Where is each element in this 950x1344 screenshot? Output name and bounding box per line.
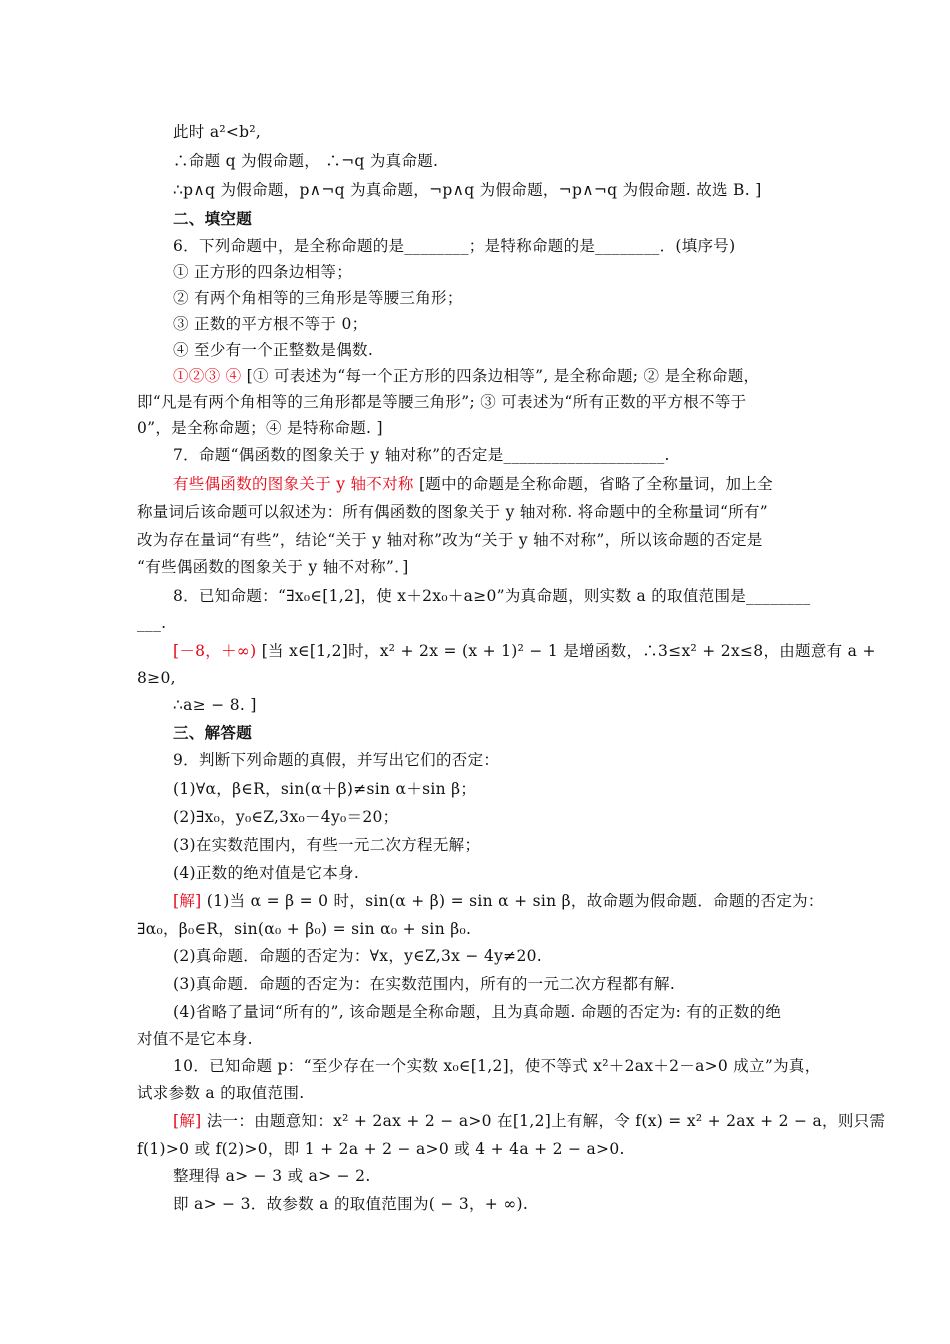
jie-label: [解] [173,892,202,910]
solution-line [173,891,853,911]
text-line: 0”，是全称命题；④ 是特称命题. ] [137,419,383,437]
text-line: (1)∀α，β∈R，sin(α＋β)≠sin α＋sin β； [173,780,477,798]
text-line: ∴p∧q 为假命题，p∧¬q 为真命题，¬p∧q 为假命题，¬p∧¬q 为假命题. 故选 B. ] [173,181,762,199]
text-line: 称量词后该命题可以叙述为：所有偶函数的图象关于 y 轴对称. 将命题中的全称量词“所有” [137,503,769,521]
text-line: (2)真命题．命题的否定为：∀x，y∈Z,3x − 4y≠20. [173,947,543,965]
section-heading: 二、填空题 [173,209,253,228]
text-line: (3)真命题．命题的否定为：在实数范围内，所有的一元二次方程都有解. [173,975,676,993]
text-line: 对值不是它本身. [137,1030,253,1048]
question-9: 9．判断下列命题的真假，并写出它们的否定： [173,751,500,769]
text-line: 即 a> − 3．故参数 a 的取值范围为( − 3，+ ∞). [173,1195,529,1213]
question-8: 8．已知命题：“∃x₀∈[1,2]，使 x＋2x₀＋a≥0”为真命题，则实数 a 的取值范围是________ [173,587,811,605]
answer-q7: 有些偶函数的图象关于 y 轴不对称 [173,475,414,493]
text-line: ③ 正数的平方根不等于 0； [173,315,368,333]
solution-text: (1)当 α = β = 0 时，sin(α + β) = sin α + sin β，故命题为假命题．命题的否定为： [206,892,824,910]
text-line: 整理得 a> − 3 或 a> − 2. [173,1167,371,1185]
text-line: ∃α₀，β₀∈R，sin(α₀ + β₀) = sin α₀ + sin β₀. [137,920,472,938]
answer-q8: [－8，＋∞) [173,642,257,660]
text-line: f(1)>0 或 f(2)>0，即 1 + 2a + 2 − a>0 或 4 + 4a + 2 − a>0. [137,1140,625,1158]
question-6: 6．下列命题中，是全称命题的是________；是特称命题的是________．(填序号) [173,237,736,255]
text-line: ① 正方形的四条边相等； [173,263,353,281]
explanation-text: [当 x∈[1,2]时，x² + 2x = (x + 1)² − 1 是增函数，∴3≤x² + 2x≤8，由题意有 a + [261,642,876,660]
jie-label: [解] [173,1112,202,1130]
text-line: (4)正数的绝对值是它本身. [173,864,360,882]
text-line: (2)∃x₀，y₀∈Z,3x₀－4y₀＝20； [173,808,399,826]
text-line: ∴命题 q 为假命题， ∴¬q 为真命题. [173,152,439,170]
answer-line [173,366,853,386]
solution-text: 法一：由题意知：x² + 2ax + 2 − a>0 在[1,2]上有解，令 f(x) = x² + 2ax + 2 − a，则只需 [206,1112,886,1130]
question-7: 7．命题“偶函数的图象关于 y 轴对称”的否定是____________________. [173,446,670,464]
explanation-text: [① 可表述为“每一个正方形的四条边相等”, 是全称命题; ② 是全称命题， [246,367,760,385]
section-heading: 三、解答题 [173,723,253,742]
text-line: 8≥0, [137,669,176,687]
solution-line [173,1111,886,1131]
text-line: (4)省略了量词“所有的”, 该命题是全称命题，且为真命题. 命题的否定为: 有的正数的绝 [173,1003,782,1021]
text-line: 改为存在量词“有些”，结论“关于 y 轴对称”改为“关于 y 轴不对称”，所以该命题的否定是 [137,531,763,549]
explanation-text: [题中的命题是全称命题，省略了全称量词，加上全 [418,475,773,493]
answer-line [173,641,876,661]
text-line: 试求参数 a 的取值范围. [137,1084,305,1102]
question-10: 10．已知命题 p：“至少存在一个实数 x₀∈[1,2]，使不等式 x²＋2ax＋2－a>0 成立”为真， [173,1057,821,1075]
text-line: 即“凡是有两个角相等的三角形都是等腰三角形”; ③ 可表述为“所有正数的平方根不等于 [137,393,747,411]
answer-line [173,474,853,494]
text-line: ② 有两个角相等的三角形是等腰三角形； [173,289,463,307]
answer-q6: ①②③ ④ [173,367,242,385]
text-line: (3)在实数范围内，有些一元二次方程无解； [173,836,481,854]
text-line: “有些偶函数的图象关于 y 轴不对称”．] [137,558,409,576]
text-line: ④ 至少有一个正整数是偶数. [173,341,374,359]
text-line: 此时 a²<b², [173,123,262,141]
text-line: ∴a≥ − 8. ] [173,696,257,714]
text-line: ___. [137,614,167,632]
